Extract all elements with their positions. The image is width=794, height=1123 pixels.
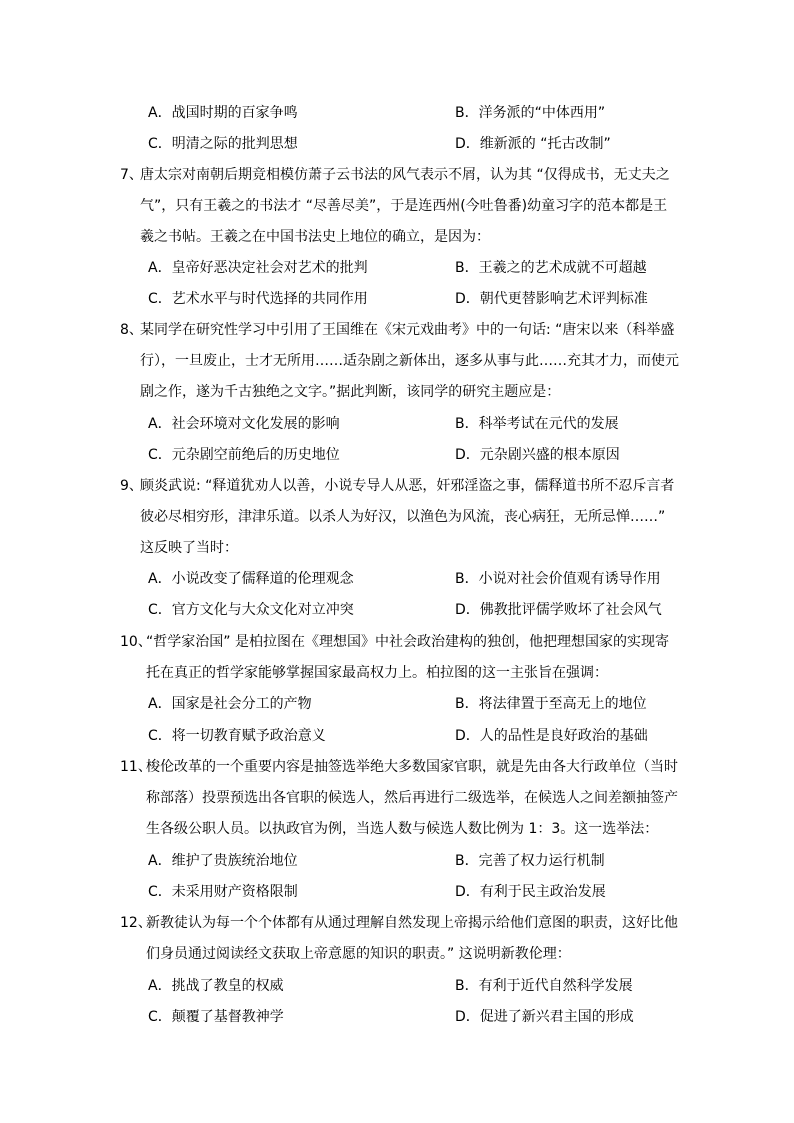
q12-option-a: A．挑战了教皇的权威 <box>148 978 284 994</box>
q9-option-d: D．佛教批评儒学败坏了社会风气 <box>455 602 662 618</box>
q11-option-a: A．维护了贵族统治地位 <box>148 853 298 869</box>
q12-option-b: B．有利于近代自然科学发展 <box>455 978 633 994</box>
q8-stem-line-2: 行），一旦废止，士才无所用……适杂剧之新体出，逐多从事与此……充其才力，而使元 <box>140 353 679 369</box>
q10-option-a: A．国家是社会分工的产物 <box>148 696 312 712</box>
q11-option-b: B．完善了权力运行机制 <box>455 853 605 869</box>
q11-stem-line-2: 称部落）投票预选出各官职的候选人，然后再进行二级选举，在候选人之间差额抽签产 <box>146 790 678 806</box>
q6-option-c: C．明清之际的批判思想 <box>148 136 298 152</box>
q9-option-a: A．小说改变了儒释道的伦理观念 <box>148 571 354 587</box>
q12-option-c: C．颠覆了基督教神学 <box>148 1009 284 1025</box>
q8-option-d: D．元杂剧兴盛的根本原因 <box>455 447 620 463</box>
q8-option-b: B．科举考试在元代的发展 <box>455 416 619 432</box>
q9-stem-line-1: 顾炎武说: “释道犹劝人以善，小说专导人从恶，奸邪淫盗之事，儒释道书所不忍斥言者 <box>140 478 675 494</box>
q10-stem-line-1: “哲学家治国” 是柏拉图在《理想国》中社会政治建构的独创，他把理想国家的实现寄 <box>146 634 669 650</box>
q8-stem-line-3: 剧之作，遂为千古独绝之文字。”据此判断，该同学的研究主题应是： <box>140 384 561 400</box>
q10-option-c: C．将一切教育赋予政治意义 <box>148 728 326 744</box>
q7-stem-line-2: 气”，只有王羲之的书法才 “尽善尽美”，于是连西州(今吐鲁番)幼童习字的范本都是王 <box>140 198 668 214</box>
q11-stem-line-1: 梭伦改革的一个重要内容是抽签选举绝大多数国家官职，就是先由各大行政单位（当时 <box>146 759 678 775</box>
q6-option-d: D．维新派的 “托古改制” <box>455 136 611 152</box>
q11-stem-line-3: 生各级公职人员。以执政官为例，当选人数与候选人数比例为 1：3。这一选举法： <box>146 821 659 837</box>
q7-stem-line-1: 唐太宗对南朝后期竞相模仿萧子云书法的风气表示不屑，认为其 “仅得成书，无丈夫之 <box>140 167 670 183</box>
q10-stem-line-2: 托在真正的哲学家能够掌握国家最高权力上。柏拉图的这一主张旨在强调： <box>146 665 608 681</box>
q8-number: 8、 <box>120 322 143 338</box>
q10-number: 10、 <box>120 634 152 650</box>
q7-option-c: C．艺术水平与时代选择的共同作用 <box>148 291 368 307</box>
q12-option-d: D．促进了新兴君主国的形成 <box>455 1009 634 1025</box>
q12-number: 12、 <box>120 915 152 931</box>
q9-stem-line-2: 彼必尽相穷形，津津乐道。以杀人为好汉，以渔色为风流，丧心病狂，无所忌惮……” <box>140 509 666 525</box>
q12-stem-line-1: 新教徒认为每一个个体都有从通过理解自然发现上帝揭示给他们意图的职责，这好比他 <box>146 915 678 931</box>
q8-stem-line-1: 某同学在研究性学习中引用了王国维在《宋元戏曲考》中的一句话: “唐宋以来（科举盛 <box>140 322 675 338</box>
q7-option-d: D．朝代更替影响艺术评判标准 <box>455 291 648 307</box>
q9-number: 9、 <box>120 478 143 494</box>
q10-option-b: B．将法律置于至高无上的地位 <box>455 696 647 712</box>
q9-option-b: B．小说对社会价值观有诱导作用 <box>455 571 661 587</box>
q11-number: 11、 <box>120 759 152 775</box>
q7-number: 7、 <box>120 167 143 183</box>
q9-stem-line-3: 这反映了当时： <box>140 540 238 556</box>
q7-stem-line-3: 羲之书帖。王羲之在中国书法史上地位的确立，是因为： <box>140 229 490 245</box>
q6-option-b: B．洋务派的“中体西用” <box>455 105 606 121</box>
q7-option-a: A．皇帝好恶决定社会对艺术的批判 <box>148 260 368 276</box>
q12-stem-line-2: 们身员通过阅读经文获取上帝意愿的知识的职责。” 这说明新教伦理： <box>146 946 571 962</box>
q6-option-a: A．战国时期的百家争鸣 <box>148 105 298 121</box>
q7-option-b: B．王羲之的艺术成就不可超越 <box>455 260 647 276</box>
q10-option-d: D．人的品性是良好政治的基础 <box>455 728 648 744</box>
q11-option-c: C．未采用财产资格限制 <box>148 884 298 900</box>
q8-option-a: A．社会环境对文化发展的影响 <box>148 416 340 432</box>
q9-option-c: C．官方文化与大众文化对立冲突 <box>148 602 354 618</box>
q8-option-c: C．元杂剧空前绝后的历史地位 <box>148 447 340 463</box>
q11-option-d: D．有利于民主政治发展 <box>455 884 606 900</box>
